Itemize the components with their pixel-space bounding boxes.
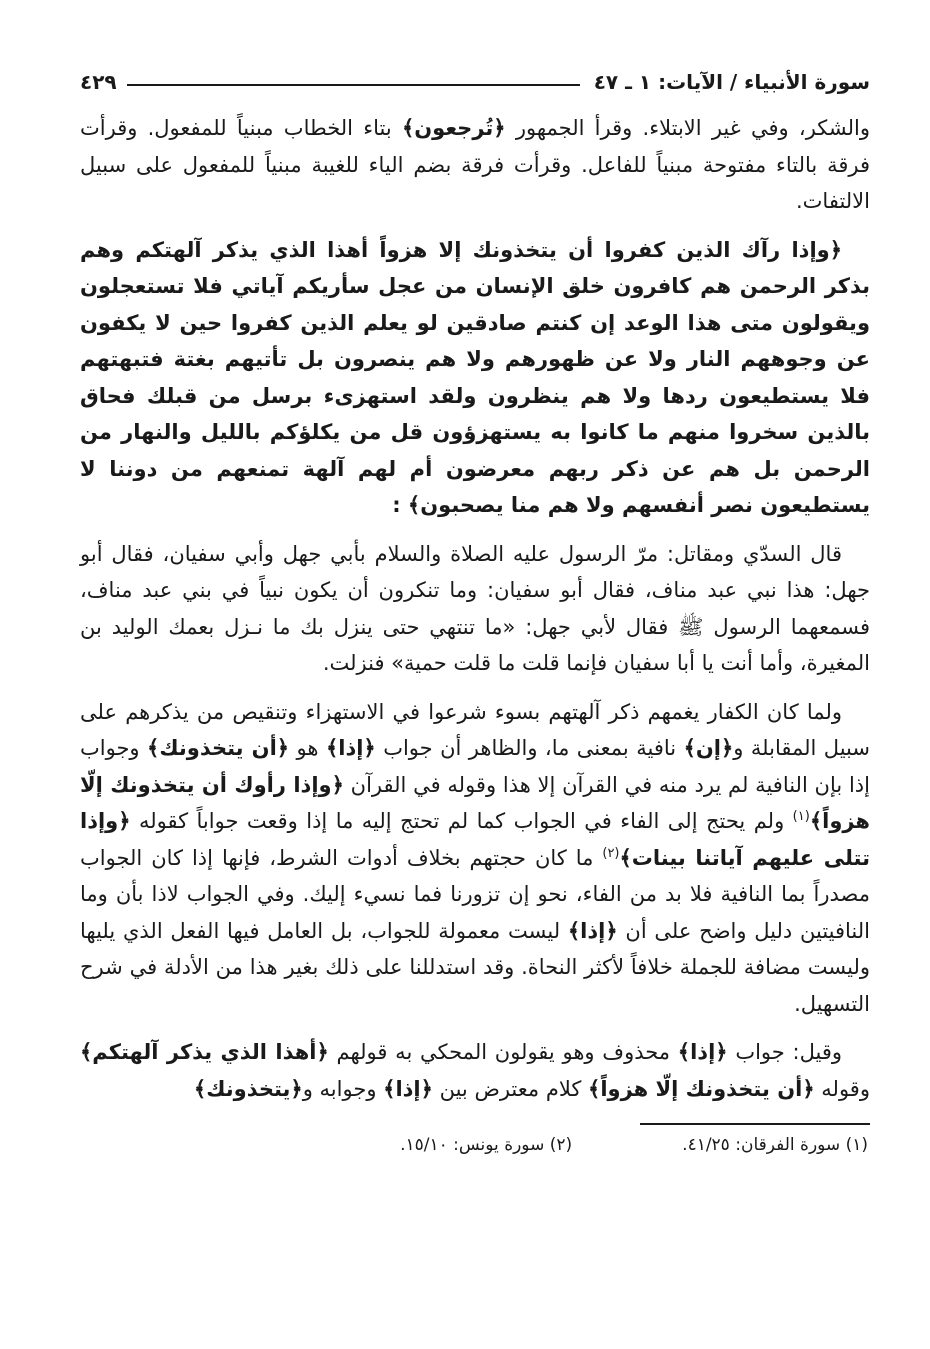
page-number: ٤٢٩: [80, 70, 117, 94]
quran-quote: ﴿إذا﴾: [383, 1076, 433, 1101]
quran-quote: ﴿يتخذونك﴾: [193, 1076, 303, 1101]
quran-quote: ﴿وإذا رأوك أن يتخذونك إلّا هزواً﴾: [80, 772, 870, 833]
quran-quote: ﴿أن يتخذونك﴾: [147, 736, 290, 760]
quran-quote: ﴿إذا﴾: [325, 736, 376, 760]
header-rule: [127, 84, 580, 86]
paragraph-2: قال السدّي ومقاتل: مرّ الرسول عليه الصلاة والسلام بأبي جهل وأبي سفيان، فقال أبو جهل: هذا نبي عبد مناف، فقال أبو سفيان: وما تنكرون أن يكون نبياً في بني عبد مناف، فسمعهما الرسول ﷺ فقال لأبي جهل: «ما تنتهي حتى ينزل بك ما نـزل بعمك الوليد بن المغيرة، وأما أنت يا أبا سفيان فإنما قلت ما قلت حمية» فنزلت.: [80, 541, 870, 675]
quran-quote: ﴿إذا﴾: [567, 918, 618, 943]
footnote-2: (٢) سورة يونس: ١٥/١٠.: [400, 1135, 573, 1155]
quran-quote: ﴿إن﴾: [683, 736, 734, 760]
paragraph-3: ولما كان الكفار يغمهم ذكر آلهتهم بسوء شرعوا في الاستهزاء وتنقيص من يذكرهم على سبيل المقابلة و﴿إن﴾ نافية بمعنى ما، والظاهر أن جواب ﴿إذا﴾ هو ﴿أن يتخذونك﴾ وجواب إذا بإن النافية لم يرد منه في القرآن إلا هذا وقوله في القرآن ﴿وإذا رأوك أن يتخذونك إلّا هزواً﴾$^{(١)}$ ولم يحتج إلى الفاء في الجواب كما لم تحتج إليه ما إذا وقعت جواباً كقوله ﴿وإذا تتلى عليهم آياتنا بينات﴾$^{(٢)}$ ما كان حجتهم بخلاف أدوات الشرط، فإنها إذا كان الجواب مصدراً بما النافية فلا بد من الفاء، نحو إن تزورنا فما نسيء إليك. وفي الجواب لاذا بأن وما النافيتين دليل واضح على أن ﴿إذا﴾ ليست معمولة للجواب، بل العامل فيها الفعل الذي يليها وليست مضافة للجملة خلافاً لأكثر النحاة. وقد استدللنا على ذلك بغير هذا من الأدلة في شرح التسهيل.: [80, 699, 870, 1016]
footnote-separator: [640, 1123, 870, 1125]
paragraph-1: والشكر، وفي غير الابتلاء. وقرأ الجمهور ﴿تُرجعون﴾ بتاء الخطاب مبنياً للمفعول. وقرأت فرقة بالتاء مفتوحة مبنياً للفاعل. وقرأت فرقة بضم الياء للغيبة مبنياً للمفعول على سبيل الالتفات.: [80, 116, 870, 213]
running-header: [80, 62, 870, 102]
footnote-ref-1: (١): [792, 809, 810, 824]
footnotes: [80, 1135, 870, 1155]
quran-quote: ﴿إذا﴾: [677, 1040, 728, 1064]
book-page: [80, 62, 870, 1155]
surah-title: سورة الأنبياء / الآيات: ١ ـ ٤٧: [593, 70, 870, 94]
footnote-1: (١) سورة الفرقان: ٤١/٢٥.: [682, 1135, 868, 1155]
verse-block: ﴿وإذا رآك الذين كفروا أن يتخذونك إلا هزواً أهذا الذي يذكر آلهتكم وهم بذكر الرحمن هم كافرون خلق الإنسان من عجل سأريكم آياتي فلا تستعجلون ويقولون متى هذا الوعد إن كنتم صادقين لو يعلم الذين كفروا حين لا يكفون عن وجوههم النار ولا عن ظهورهم ولا هم ينصرون بل تأتيهم بغتة فتبهتهم فلا يستطيعون ردها ولا هم ينظرون ولقد استهزىء برسل من قبلك فحاق بالذين سخروا منهم ما كانوا به يستهزؤون قل من يكلؤكم بالليل والنهار من الرحمن بل هم عن ذكر ربهم معرضون أم لهم آلهة تمنعهم من دوننا لا يستطيعون نصر أنفسهم ولا هم منا يصحبون﴾ :: [80, 237, 870, 517]
quran-quote: ﴿تُرجعون﴾: [401, 116, 506, 140]
quran-quote: ﴿أن يتخذونك إلّا هزواً﴾: [588, 1076, 815, 1101]
paragraph-4: وقيل: جواب ﴿إذا﴾ محذوف وهو يقولون المحكي به قولهم ﴿أهذا الذي يذكر آلهتكم﴾ وقوله ﴿أن يتخذونك إلّا هزواً﴾ كلام معترض بين ﴿إذا﴾ وجوابه و﴿يتخذونك﴾: [80, 1040, 870, 1101]
quran-quote: ﴿وإذا تتلى عليهم آياتنا بينات﴾: [80, 809, 870, 870]
footnote-ref-2: (٢): [602, 845, 620, 861]
page-body: [80, 110, 870, 1107]
quran-quote: ﴿أهذا الذي يذكر آلهتكم﴾: [80, 1040, 329, 1064]
